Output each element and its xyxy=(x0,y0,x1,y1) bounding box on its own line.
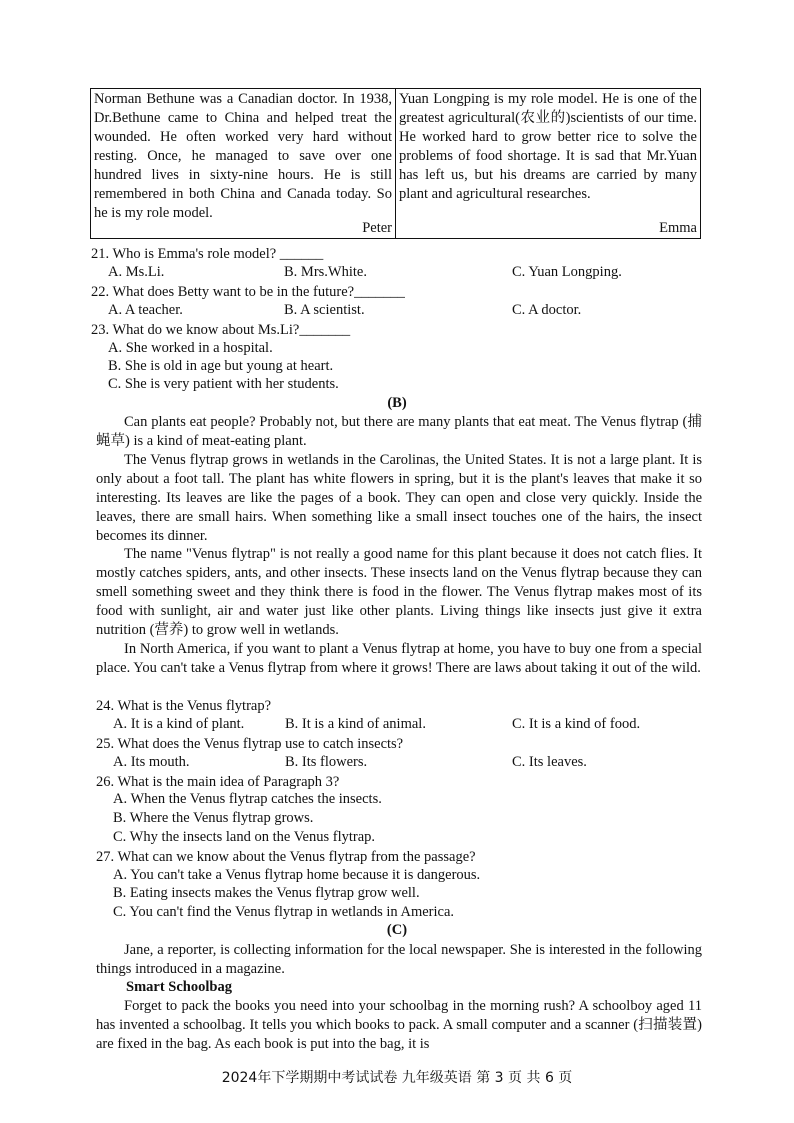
q25-option-a: A. Its mouth. xyxy=(113,754,190,770)
q24-option-a: A. It is a kind of plant. xyxy=(113,716,245,732)
peter-cell xyxy=(91,89,395,238)
peter-signature: Peter xyxy=(362,220,392,236)
b-paragraph-3: The name "Venus flytrap" is not really a good name for this plant because it does not catch flies. It mostly catches spiders, ants, and other insects. These insects land on the Venus flytrap because they can smell something sweet and they think there is food in the flower. The Venus flytrap makes most of its food with sunlight, air and water just like other plants. Living things like insects just give it extra nutrition (营养) to grow well in wetlands. xyxy=(96,546,702,638)
q23-option-a: A. She worked in a hospital. xyxy=(108,340,273,356)
q23-stem: 23. What do we know about Ms.Li?_______ xyxy=(91,322,351,338)
q21-option-a: A. Ms.Li. xyxy=(108,264,165,280)
emma-signature: Emma xyxy=(659,220,697,236)
peter-text: Norman Bethune was a Canadian doctor. In 1938, Dr.Bethune came to China and helped treat the wounded. He often worked very hard without resting. Once, he managed to save over one hundred lives in sixty-nine hours. He is still remembered in both China and Canada today. So he is my role model. xyxy=(94,91,392,221)
q25-stem: 25. What does the Venus flytrap use to catch insects? xyxy=(96,736,404,752)
q25-option-c: C. Its leaves. xyxy=(512,754,587,770)
q26-stem: 26. What is the main idea of Paragraph 3? xyxy=(96,774,340,790)
q24-option-b: B. It is a kind of animal. xyxy=(285,716,426,732)
q22-stem: 22. What does Betty want to be in the future?_______ xyxy=(91,284,405,300)
emma-cell xyxy=(395,89,700,238)
q24-option-c: C. It is a kind of food. xyxy=(512,716,641,732)
c-intro: Jane, a reporter, is collecting information for the local newspaper. She is interested in the following things introduced in a magazine. xyxy=(96,942,702,977)
emma-text: Yuan Longping is my role model. He is one of the greatest agricultural(农业的)scientists of our time. He worked hard to grow better rice to solve the problems of food shortage. It is sad that Mr.Yuan has left us, but his dreams are carried by many plant and agricultural researches. xyxy=(399,91,697,202)
q27-option-c: C. You can't find the Venus flytrap in wetlands in America. xyxy=(113,904,455,920)
q26-option-b: B. Where the Venus flytrap grows. xyxy=(113,810,314,826)
b-paragraph-4: In North America, if you want to plant a Venus flytrap at home, you have to buy one from a special place. You can't take a Venus flytrap from where it grows! There are laws about taking it out of the wild. xyxy=(96,641,702,676)
q26-option-a: A. When the Venus flytrap catches the insects. xyxy=(113,791,382,807)
q22-option-a: A. A teacher. xyxy=(108,302,183,318)
q21-option-b: B. Mrs.White. xyxy=(284,264,367,280)
q25-option-b: B. Its flowers. xyxy=(285,754,368,770)
q27-stem: 27. What can we know about the Venus flytrap from the passage? xyxy=(96,849,476,865)
q27-option-a: A. You can't take a Venus flytrap home because it is dangerous. xyxy=(113,867,481,883)
q27-option-b: B. Eating insects makes the Venus flytrap grow well. xyxy=(113,885,420,901)
role-model-table xyxy=(90,88,701,239)
b-paragraph-1: Can plants eat people? Probably not, but there are many plants that eat meat. The Venus flytrap (捕蝇草) is a kind of meat-eating plant. xyxy=(96,414,702,449)
q26-option-c: C. Why the insects land on the Venus flytrap. xyxy=(113,829,376,845)
c-title: Smart Schoolbag xyxy=(126,979,232,995)
q22-option-b: B. A scientist. xyxy=(284,302,365,318)
q21-stem: 21. Who is Emma's role model? ______ xyxy=(91,246,324,262)
q21-option-c: C. Yuan Longping. xyxy=(512,264,622,280)
q22-option-c: C. A doctor. xyxy=(512,302,582,318)
section-b-heading: (B) xyxy=(387,395,407,411)
section-c-heading: (C) xyxy=(386,922,408,938)
q24-stem: 24. What is the Venus flytrap? xyxy=(96,698,272,714)
b-paragraph-2: The Venus flytrap grows in wetlands in the Carolinas, the United States. It is not a large plant. It is only about a foot tall. The plant has white flowers in spring, but it is the plant's leaves that make it so interesting. Its leaves are like the pages of a book. They can open and close very quickly. Inside the leaves, there are small hairs. When something like a small insect touches one of the hairs, the insect becomes its dinner. xyxy=(96,452,702,544)
page-footer: 2024年下学期期中考试试卷 九年级英语 第 3 页 共 6 页 xyxy=(221,1070,573,1086)
q23-option-b: B. She is old in age but young at heart. xyxy=(108,358,334,374)
c-paragraph: Forget to pack the books you need into your schoolbag in the morning rush? A schoolboy aged 11 has invented a schoolbag. It tells you which books to pack. A small computer and a scanner (扫描装置) are fixed in the bag. As each book is put into the bag, it is xyxy=(96,998,702,1052)
q23-option-c: C. She is very patient with her students. xyxy=(108,376,339,392)
